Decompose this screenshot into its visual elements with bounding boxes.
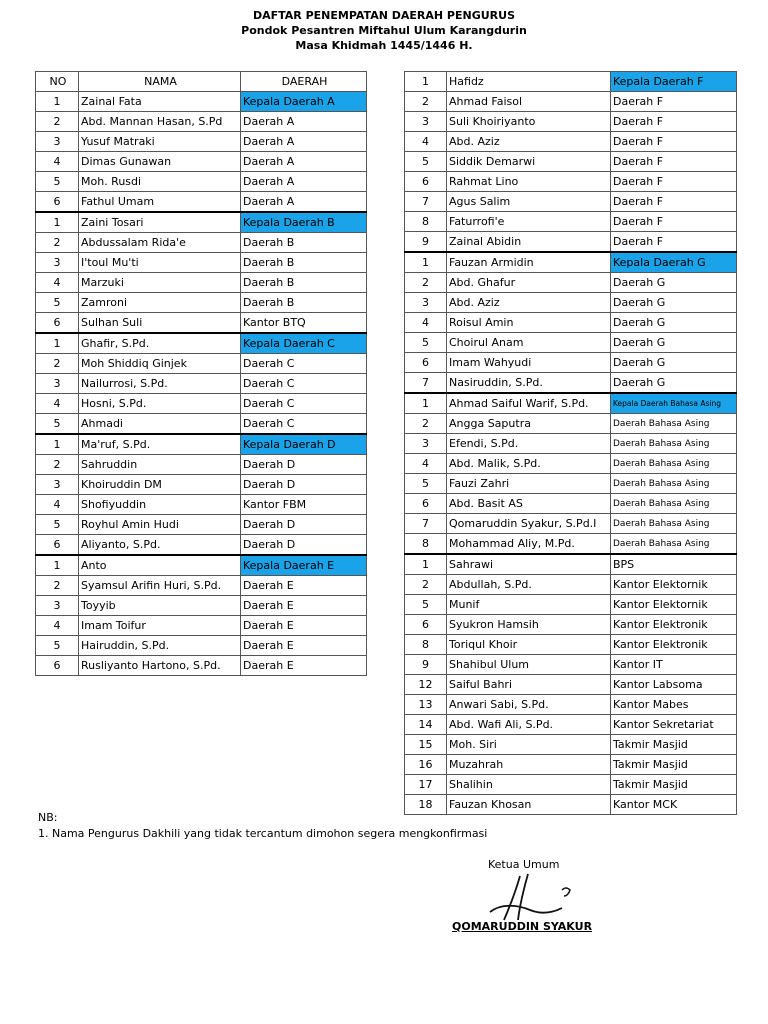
- row-name: Imam Toifur: [79, 616, 241, 636]
- row-number: 6: [36, 313, 79, 334]
- row-name: Efendi, S.Pd.: [447, 434, 611, 454]
- row-region: Daerah Bahasa Asing: [611, 434, 737, 454]
- table-row: [36, 333, 367, 354]
- row-region: Kantor FBM: [241, 495, 367, 515]
- row-region: Daerah C: [241, 394, 367, 414]
- row-name: Anwari Sabi, S.Pd.: [447, 695, 611, 715]
- table-row: [405, 333, 737, 353]
- row-region: Daerah Bahasa Asing: [611, 414, 737, 434]
- row-name: Agus Salim: [447, 192, 611, 212]
- table-row: [36, 455, 367, 475]
- table-row: [405, 92, 737, 112]
- row-number: 3: [405, 112, 447, 132]
- table-row: [405, 695, 737, 715]
- signature-title: Ketua Umum: [488, 858, 560, 871]
- row-number: 3: [405, 434, 447, 454]
- row-number: 2: [36, 233, 79, 253]
- table-row: [405, 494, 737, 514]
- header-daerah: DAERAH: [241, 72, 367, 92]
- row-name: Abdullah, S.Pd.: [447, 575, 611, 595]
- row-region: Daerah A: [241, 172, 367, 192]
- row-name: Ahmadi: [79, 414, 241, 435]
- table-row: [36, 515, 367, 535]
- row-name: Nasiruddin, S.Pd.: [447, 373, 611, 394]
- row-number: 5: [405, 595, 447, 615]
- table-row: [36, 495, 367, 515]
- row-region: Daerah F: [611, 212, 737, 232]
- row-number: 7: [405, 514, 447, 534]
- row-name: Ghafir, S.Pd.: [79, 333, 241, 354]
- row-number: 3: [36, 132, 79, 152]
- row-number: 6: [405, 494, 447, 514]
- row-number: 4: [36, 394, 79, 414]
- row-region: Daerah Bahasa Asing: [611, 534, 737, 555]
- table-row: [405, 755, 737, 775]
- row-name: Sahruddin: [79, 455, 241, 475]
- table-row: [405, 72, 737, 92]
- row-number: 8: [405, 212, 447, 232]
- table-row: [405, 474, 737, 494]
- row-number: 1: [36, 92, 79, 112]
- row-name: Fauzan Armidin: [447, 252, 611, 273]
- row-number: 4: [405, 132, 447, 152]
- row-name: Abd. Wafi Ali, S.Pd.: [447, 715, 611, 735]
- row-number: 6: [36, 535, 79, 556]
- table-row: [36, 293, 367, 313]
- row-number: 5: [405, 474, 447, 494]
- table-row: [36, 475, 367, 495]
- row-number: 2: [36, 455, 79, 475]
- table-row: [405, 775, 737, 795]
- row-region: Daerah B: [241, 233, 367, 253]
- row-name: Siddik Demarwi: [447, 152, 611, 172]
- row-region: Daerah E: [241, 596, 367, 616]
- row-name: Dimas Gunawan: [79, 152, 241, 172]
- row-number: 1: [405, 393, 447, 414]
- row-number: 3: [36, 596, 79, 616]
- row-region: Daerah G: [611, 273, 737, 293]
- note-item: 1. Nama Pengurus Dakhili yang tidak tercantum dimohon segera mengkonfirmasi: [38, 827, 488, 840]
- row-region: Kepala Daerah A: [241, 92, 367, 112]
- row-name: Aliyanto, S.Pd.: [79, 535, 241, 556]
- table-row: [36, 636, 367, 656]
- row-region: Daerah D: [241, 535, 367, 556]
- table-row: [405, 454, 737, 474]
- table-row: [405, 232, 737, 253]
- row-name: Khoiruddin DM: [79, 475, 241, 495]
- row-name: Sahrawi: [447, 554, 611, 575]
- row-name: Suli Khoiriyanto: [447, 112, 611, 132]
- row-region: Daerah E: [241, 656, 367, 676]
- table-row: [405, 735, 737, 755]
- row-region: Daerah F: [611, 112, 737, 132]
- row-region: Daerah C: [241, 374, 367, 394]
- row-region: Daerah E: [241, 636, 367, 656]
- row-name: Hairuddin, S.Pd.: [79, 636, 241, 656]
- row-region: Daerah F: [611, 192, 737, 212]
- row-name: Muzahrah: [447, 755, 611, 775]
- table-row: [36, 92, 367, 112]
- row-name: Faturrofi'e: [447, 212, 611, 232]
- row-region: Daerah G: [611, 333, 737, 353]
- table-row: [36, 414, 367, 435]
- row-number: 13: [405, 695, 447, 715]
- row-name: Shahibul Ulum: [447, 655, 611, 675]
- table-row: [405, 252, 737, 273]
- row-number: 2: [405, 92, 447, 112]
- row-name: Fauzi Zahri: [447, 474, 611, 494]
- row-name: Choirul Anam: [447, 333, 611, 353]
- row-number: 9: [405, 655, 447, 675]
- row-number: 4: [36, 273, 79, 293]
- table-row: [405, 273, 737, 293]
- row-name: Abd. Malik, S.Pd.: [447, 454, 611, 474]
- row-name: Ahmad Faisol: [447, 92, 611, 112]
- row-number: 18: [405, 795, 447, 815]
- row-name: Shalihin: [447, 775, 611, 795]
- row-region: Kepala Daerah D: [241, 434, 367, 455]
- row-name: Fauzan Khosan: [447, 795, 611, 815]
- row-name: Fathul Umam: [79, 192, 241, 213]
- row-region: Kantor Elektronik: [611, 635, 737, 655]
- row-region: Daerah B: [241, 293, 367, 313]
- table-row: [36, 313, 367, 334]
- row-region: Daerah Bahasa Asing: [611, 514, 737, 534]
- row-region: Daerah D: [241, 475, 367, 495]
- row-number: 7: [405, 192, 447, 212]
- table-row: [36, 192, 367, 213]
- row-region: Kepala Daerah G: [611, 252, 737, 273]
- table-row: [405, 554, 737, 575]
- row-region: Kepala Daerah E: [241, 555, 367, 576]
- row-region: Daerah G: [611, 373, 737, 394]
- table-row: [405, 615, 737, 635]
- row-region: Daerah D: [241, 515, 367, 535]
- left-placement-table: [35, 71, 367, 676]
- table-row: [405, 172, 737, 192]
- row-region: Daerah Bahasa Asing: [611, 454, 737, 474]
- row-region: Daerah A: [241, 112, 367, 132]
- note-label: NB:: [38, 811, 58, 824]
- row-number: 5: [405, 152, 447, 172]
- table-row: [36, 253, 367, 273]
- row-region: Daerah F: [611, 152, 737, 172]
- row-region: Daerah A: [241, 192, 367, 213]
- row-region: Daerah A: [241, 132, 367, 152]
- row-number: 2: [405, 575, 447, 595]
- row-region: Daerah G: [611, 353, 737, 373]
- row-name: Imam Wahyudi: [447, 353, 611, 373]
- table-row: [36, 172, 367, 192]
- table-row: [405, 514, 737, 534]
- table-row: [405, 595, 737, 615]
- row-region: Kantor Labsoma: [611, 675, 737, 695]
- table-row: [405, 715, 737, 735]
- table-row: [405, 112, 737, 132]
- row-number: 15: [405, 735, 447, 755]
- table-row: [36, 152, 367, 172]
- row-name: Abd. Aziz: [447, 293, 611, 313]
- table-row: [405, 373, 737, 394]
- row-name: Munif: [447, 595, 611, 615]
- row-region: BPS: [611, 554, 737, 575]
- row-name: Sulhan Suli: [79, 313, 241, 334]
- row-number: 1: [36, 434, 79, 455]
- row-number: 3: [36, 374, 79, 394]
- table-row: [405, 192, 737, 212]
- row-name: Abd. Aziz: [447, 132, 611, 152]
- row-name: Qomaruddin Syakur, S.Pd.I: [447, 514, 611, 534]
- row-region: Kantor BTQ: [241, 313, 367, 334]
- table-row: [36, 596, 367, 616]
- table-row: [405, 434, 737, 454]
- row-number: 2: [405, 273, 447, 293]
- row-name: Rahmat Lino: [447, 172, 611, 192]
- row-number: 6: [405, 615, 447, 635]
- row-number: 2: [36, 112, 79, 132]
- row-number: 9: [405, 232, 447, 253]
- row-name: Roisul Amin: [447, 313, 611, 333]
- row-number: 1: [405, 72, 447, 92]
- row-region: Daerah F: [611, 92, 737, 112]
- table-row: [36, 212, 367, 233]
- right-placement-table: [404, 71, 737, 815]
- document-period: Masa Khidmah 1445/1446 H.: [295, 39, 473, 52]
- row-name: Marzuki: [79, 273, 241, 293]
- row-region: Kepala Daerah B: [241, 212, 367, 233]
- table-row: [405, 655, 737, 675]
- row-name: Moh. Siri: [447, 735, 611, 755]
- row-number: 1: [36, 212, 79, 233]
- row-name: Saiful Bahri: [447, 675, 611, 695]
- row-name: Abdussalam Rida'e: [79, 233, 241, 253]
- row-name: Anto: [79, 555, 241, 576]
- document-subtitle: Pondok Pesantren Miftahul Ulum Karangdurin: [241, 24, 527, 37]
- row-number: 3: [405, 293, 447, 313]
- table-header-row: [36, 72, 367, 92]
- row-number: 1: [36, 333, 79, 354]
- table-row: [36, 576, 367, 596]
- table-row: [405, 675, 737, 695]
- row-region: Daerah G: [611, 313, 737, 333]
- row-name: Ma'ruf, S.Pd.: [79, 434, 241, 455]
- row-number: 4: [36, 616, 79, 636]
- document-title: DAFTAR PENEMPATAN DAERAH PENGURUS: [252, 9, 516, 22]
- row-region: Daerah E: [241, 616, 367, 636]
- row-region: Daerah G: [611, 293, 737, 313]
- table-row: [36, 354, 367, 374]
- row-region: Daerah D: [241, 455, 367, 475]
- table-row: [405, 132, 737, 152]
- row-region: Takmir Masjid: [611, 735, 737, 755]
- row-region: Kantor Elektornik: [611, 575, 737, 595]
- row-name: Syukron Hamsih: [447, 615, 611, 635]
- table-row: [405, 393, 737, 414]
- row-number: 4: [405, 313, 447, 333]
- table-row: [405, 152, 737, 172]
- row-name: Toyyib: [79, 596, 241, 616]
- row-region: Daerah B: [241, 253, 367, 273]
- row-region: Daerah F: [611, 172, 737, 192]
- row-region: Daerah Bahasa Asing: [611, 474, 737, 494]
- row-number: 6: [36, 656, 79, 676]
- row-number: 3: [36, 475, 79, 495]
- row-name: Rusliyanto Hartono, S.Pd.: [79, 656, 241, 676]
- row-number: 16: [405, 755, 447, 775]
- row-name: Abd. Ghafur: [447, 273, 611, 293]
- row-name: Toriqul Khoir: [447, 635, 611, 655]
- row-region: Daerah C: [241, 354, 367, 374]
- row-region: Kepala Daerah F: [611, 72, 737, 92]
- row-region: Daerah Bahasa Asing: [611, 494, 737, 514]
- row-number: 2: [36, 354, 79, 374]
- handwritten-signature: [470, 868, 590, 928]
- row-number: 7: [405, 373, 447, 394]
- row-number: 3: [36, 253, 79, 273]
- row-number: 6: [405, 353, 447, 373]
- table-row: [36, 434, 367, 455]
- row-number: 4: [36, 495, 79, 515]
- header-no: NO: [36, 72, 79, 92]
- row-number: 2: [405, 414, 447, 434]
- table-row: [36, 374, 367, 394]
- table-row: [36, 112, 367, 132]
- row-name: Yusuf Matraki: [79, 132, 241, 152]
- row-name: I'toul Mu'ti: [79, 253, 241, 273]
- table-row: [405, 212, 737, 232]
- signature-name: QOMARUDDIN SYAKUR: [452, 920, 593, 933]
- row-name: Zamroni: [79, 293, 241, 313]
- row-number: 5: [36, 515, 79, 535]
- table-row: [405, 353, 737, 373]
- row-name: Zainal Fata: [79, 92, 241, 112]
- table-row: [36, 555, 367, 576]
- row-name: Abd. Basit AS: [447, 494, 611, 514]
- table-row: [405, 293, 737, 313]
- row-name: Zainal Abidin: [447, 232, 611, 253]
- row-region: Kepala Daerah C: [241, 333, 367, 354]
- row-name: Ahmad Saiful Warif, S.Pd.: [447, 393, 611, 414]
- row-number: 8: [405, 534, 447, 555]
- row-region: Kantor Mabes: [611, 695, 737, 715]
- row-region: Kantor MCK: [611, 795, 737, 815]
- row-region: Takmir Masjid: [611, 755, 737, 775]
- row-name: Syamsul Arifin Huri, S.Pd.: [79, 576, 241, 596]
- row-region: Daerah F: [611, 232, 737, 253]
- row-name: Abd. Mannan Hasan, S.Pd: [79, 112, 241, 132]
- table-row: [405, 534, 737, 555]
- table-row: [36, 535, 367, 556]
- table-row: [405, 635, 737, 655]
- row-region: Takmir Masjid: [611, 775, 737, 795]
- row-number: 5: [36, 636, 79, 656]
- row-name: Royhul Amin Hudi: [79, 515, 241, 535]
- table-row: [405, 575, 737, 595]
- row-number: 2: [36, 576, 79, 596]
- row-number: 4: [405, 454, 447, 474]
- row-number: 1: [405, 554, 447, 575]
- row-number: 5: [36, 172, 79, 192]
- row-number: 8: [405, 635, 447, 655]
- table-row: [36, 273, 367, 293]
- row-number: 6: [36, 192, 79, 213]
- row-region: Kantor Elektornik: [611, 595, 737, 615]
- row-name: Shofiyuddin: [79, 495, 241, 515]
- row-number: 12: [405, 675, 447, 695]
- row-region: Kantor IT: [611, 655, 737, 675]
- row-name: Nailurrosi, S.Pd.: [79, 374, 241, 394]
- table-row: [405, 795, 737, 815]
- row-region: Kepala Daerah Bahasa Asing: [611, 393, 737, 414]
- table-row: [405, 313, 737, 333]
- table-row: [405, 414, 737, 434]
- row-region: Daerah B: [241, 273, 367, 293]
- row-number: 1: [405, 252, 447, 273]
- row-number: 1: [36, 555, 79, 576]
- row-name: Angga Saputra: [447, 414, 611, 434]
- table-row: [36, 394, 367, 414]
- row-number: 5: [36, 414, 79, 435]
- table-row: [36, 132, 367, 152]
- row-number: 14: [405, 715, 447, 735]
- row-region: Daerah A: [241, 152, 367, 172]
- table-row: [36, 233, 367, 253]
- row-number: 5: [405, 333, 447, 353]
- row-region: Daerah E: [241, 576, 367, 596]
- row-region: Daerah F: [611, 132, 737, 152]
- row-name: Hosni, S.Pd.: [79, 394, 241, 414]
- header-nama: NAMA: [79, 72, 241, 92]
- row-name: Hafidz: [447, 72, 611, 92]
- table-row: [36, 656, 367, 676]
- row-number: 4: [36, 152, 79, 172]
- table-row: [36, 616, 367, 636]
- row-region: Kantor Sekretariat: [611, 715, 737, 735]
- row-number: 17: [405, 775, 447, 795]
- row-name: Moh. Rusdi: [79, 172, 241, 192]
- row-number: 6: [405, 172, 447, 192]
- row-number: 5: [36, 293, 79, 313]
- row-name: Mohammad Aliy, M.Pd.: [447, 534, 611, 555]
- row-name: Moh Shiddiq Ginjek: [79, 354, 241, 374]
- row-name: Zaini Tosari: [79, 212, 241, 233]
- row-region: Kantor Elektronik: [611, 615, 737, 635]
- row-region: Daerah C: [241, 414, 367, 435]
